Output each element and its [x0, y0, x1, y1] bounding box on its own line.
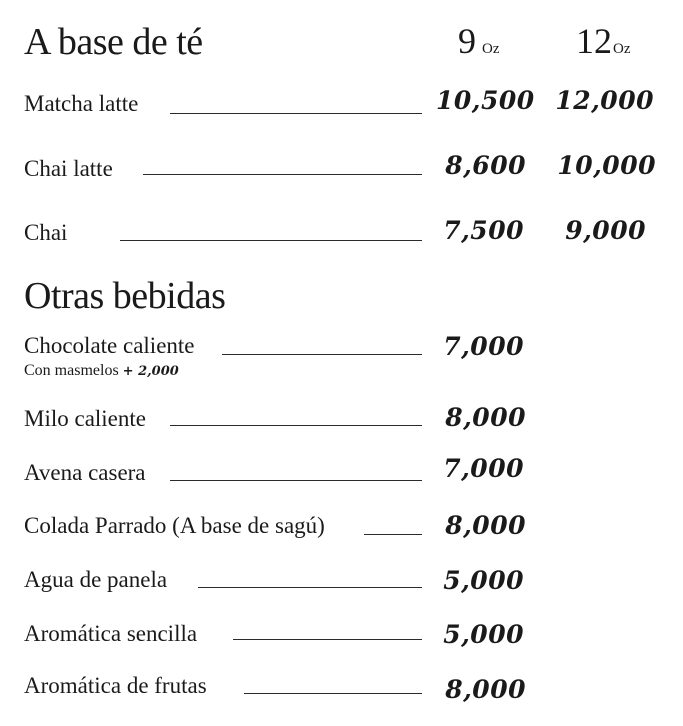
- menu-item-price: 7,000: [443, 332, 524, 361]
- leader-line: [222, 354, 422, 355]
- menu-item-name: Chai: [24, 220, 68, 245]
- menu-item-name: Chocolate caliente: [24, 333, 195, 358]
- menu-item-price-9oz: 10,500: [436, 86, 535, 115]
- menu-item-price: 7,000: [443, 454, 524, 483]
- menu-item-price-12oz: 12,000: [555, 86, 654, 115]
- menu-item-price: 5,000: [443, 566, 524, 595]
- leader-line: [233, 639, 422, 640]
- menu-item-price: 5,000: [443, 620, 524, 649]
- section-title-tea: A base de té: [24, 21, 203, 63]
- menu-item-price-9oz: 8,600: [445, 151, 526, 180]
- section-title-other: Otras bebidas: [24, 275, 226, 317]
- leader-line: [143, 174, 422, 175]
- size-unit: Oz: [613, 41, 631, 57]
- size-number: 9: [458, 21, 476, 61]
- menu-item-name: Agua de panela: [24, 567, 168, 592]
- menu-item-name: Avena casera: [24, 460, 146, 485]
- size-number: 12: [576, 21, 612, 61]
- menu-item-name: Colada Parrado (A base de sagú): [24, 513, 325, 538]
- size-unit: Oz: [482, 41, 500, 57]
- leader-line: [364, 534, 422, 535]
- menu-item-name: Matcha latte: [24, 91, 139, 116]
- menu-item-name: Milo caliente: [24, 406, 146, 431]
- size-header-12oz: [576, 20, 631, 62]
- note-extra-price: + 2,000: [122, 364, 179, 379]
- menu-item-price: 8,000: [445, 403, 526, 432]
- menu-item-name: Chai latte: [24, 156, 113, 181]
- size-header-9oz: [458, 20, 500, 62]
- menu-item-note: [24, 362, 179, 380]
- menu-item-price: 8,000: [445, 511, 526, 540]
- menu-item-price-9oz: 7,500: [443, 216, 524, 245]
- leader-line: [170, 425, 422, 426]
- leader-line: [198, 587, 422, 588]
- note-text: Con masmelos: [24, 362, 119, 379]
- leader-line: [170, 480, 422, 481]
- leader-line: [120, 240, 422, 241]
- menu-item-name: Aromática de frutas: [24, 673, 207, 698]
- menu-item-name: Aromática sencilla: [24, 621, 198, 646]
- menu-item-price-12oz: 10,000: [557, 151, 656, 180]
- leader-line: [170, 113, 422, 114]
- leader-line: [244, 693, 422, 694]
- menu-item-price: 8,000: [445, 675, 526, 704]
- menu-item-price-12oz: 9,000: [565, 216, 646, 245]
